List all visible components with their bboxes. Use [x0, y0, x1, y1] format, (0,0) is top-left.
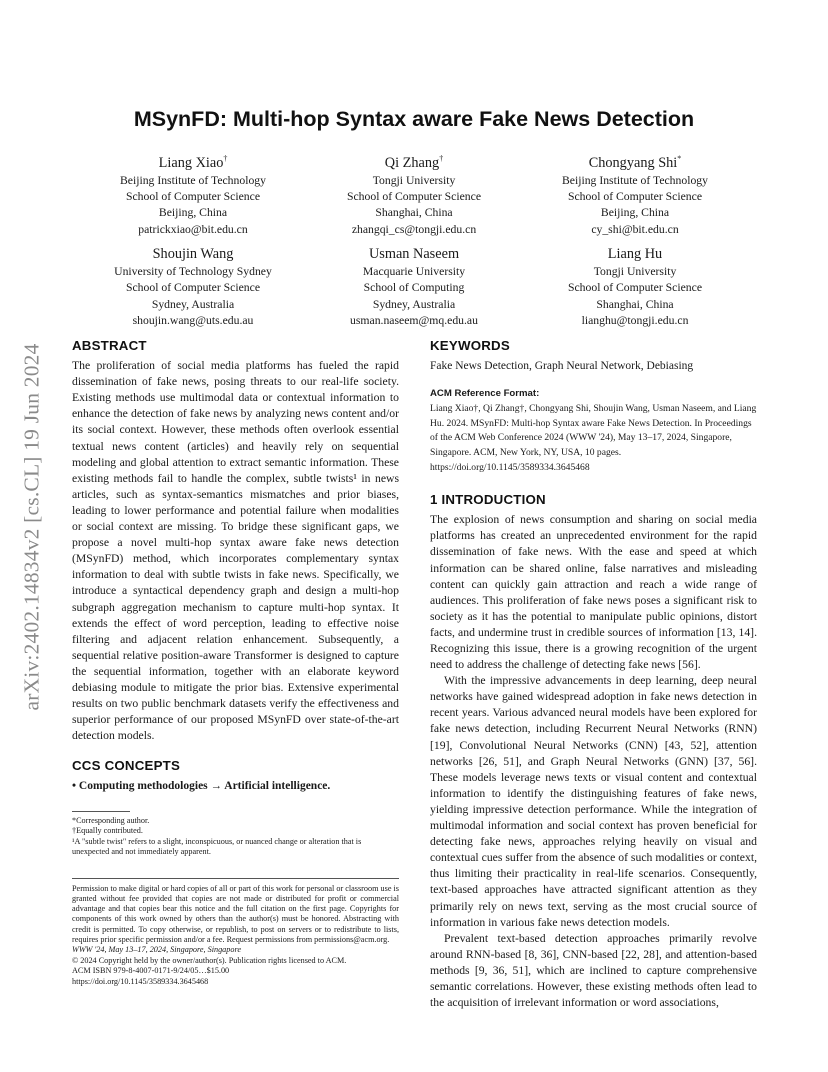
introduction-heading: 1 INTRODUCTION — [430, 492, 546, 508]
author-block-5 — [294, 244, 534, 329]
abstract-text: The proliferation of social media platforms has fueled the rapid dissemination of fake news, posing threats to our real-life society. Existing methods use multimodal data or contextual information to enhance the detection of fake news by analyzing news content and/or its social context. However, these methods often overlook essential textual news content (articles) and heavily rely on sequential modeling and global attention to extract semantic information. These existing methods fail to handle the complex, subtle twists¹ in news articles, such as syntax-semantics mismatches and prior biases, leading to lower performance and potential failure when modalities or social context are missing. To bridge these significant gaps, we propose a novel multi-hop syntax aware fake news detection (MSynFD) method, which incorporates complementary syntax information to deal with subtle twists in fake news. Specifically, we introduce a syntactical dependency graph and design a multi-hop subgraph aggregation mechanism to capture multi-hop syntax. It extends the effect of word perception, leading to effective noise filtering and adjacent relation enhancement. Subsequently, a sequential relative position-aware Transformer is designed to capture the sequential information, together with an elaborate keyword debiasing module to mitigate the prior bias. Extensive experimental results on two public benchmark datasets verify the effectiveness and superior performance of our proposed MSynFD over state-of-the-art detection models. — [72, 359, 399, 743]
author-block-4 — [73, 244, 313, 329]
right-column — [430, 338, 757, 1011]
intro-paragraph-2: With the impressive advancements in deep learning, deep neural networks have gained widespread adoption in fake news detection in recent years. Various advanced neural models have been explored for fake news detection, including Recurrent Neural Networks (RNN) [19], Convolutional Neural Networks (CNN) [43, 52], attention networks [26, 51], and Graph Neural Networks (GNN) [37, 56]. These models leverage news texts or visual content and contextual information to identify the distinguishing features of fake news, yielding impressive detection performance. While the integration of multimodal information and social context has proven beneficial for detecting fake news, approaches relying heavily on visual and contextual cues suffer from the absence of such modalities or context, thus limiting their practicality in real-life scenarios. Consequently, text-based approaches have attracted significant attention as they primarily rely on news text, serving as the most crucial source of information in various fake news detection models. — [430, 674, 757, 929]
permission-divider — [72, 878, 399, 879]
author-department: School of Computing — [363, 281, 465, 295]
intro-paragraph-1: The explosion of news consumption and sharing on social media platforms has created an unprecedented environment for the rapid dissemination of fake news. With the ease and speed at which information can be shared online, false narratives and misleading content can quickly gain attraction and reach a wide range of audiences. This proliferation of fake news poses a significant risk to society as it has the potential to manipulate public opinions, distort facts, and undermine trust in credible sources of information [13, 14]. Recognizing this issue, there is a growing recognition of the urgent need to address the challenge of detecting fake news [56]. — [430, 513, 757, 672]
author-name: Qi Zhang — [384, 154, 440, 171]
abstract-heading: ABSTRACT — [72, 338, 147, 353]
author-name: Chongyang Shi — [588, 154, 678, 171]
intro-paragraph-3: Prevalent text-based detection approaches primarily revolve around RNN-based [8, 36], CNN-based [22, 28], and attention-based methods [9, 36, 51], which are inclined to capture comprehensive semantic correlations. However, these existing methods often lead to the acquisition of irrelevant information or word associations, — [430, 931, 757, 1010]
left-column — [72, 338, 399, 987]
author-location: Sydney, Australia — [151, 297, 235, 311]
author-name: Liang Xiao — [158, 154, 224, 171]
author-email: usman.naseem@mq.edu.au — [350, 313, 478, 327]
footnote-equal: †Equally contributed. — [72, 826, 143, 836]
author-location: Beijing, China — [600, 206, 670, 220]
author-name: Liang Hu — [607, 246, 663, 262]
isbn-line: ACM ISBN 979-8-4007-0171-9/24/05…$15.00 — [72, 966, 230, 976]
keywords-text: Fake News Detection, Graph Neural Network, Debiasing — [430, 360, 694, 373]
author-location: Shanghai, China — [375, 206, 453, 220]
author-block-3 — [515, 149, 755, 238]
author-department: School of Computer Science — [125, 281, 261, 295]
author-department: School of Computer Science — [125, 190, 261, 204]
footnote-corresponding: *Corresponding author. — [72, 815, 150, 825]
author-department: School of Computer Science — [567, 281, 703, 295]
footnote-divider — [72, 811, 130, 812]
author-affiliation: Tongji University — [372, 173, 456, 187]
author-department: School of Computer Science — [346, 190, 482, 204]
author-mark: † — [223, 154, 228, 163]
ccs-heading: CCS CONCEPTS — [72, 758, 181, 774]
ccs-text: • Computing methodologies → Artificial intelligence. — [72, 780, 331, 793]
author-affiliation: Beijing Institute of Technology — [119, 173, 266, 187]
doi-link[interactable]: https://doi.org/10.1145/3589334.3645468 — [72, 976, 209, 986]
arxiv-id-text: arXiv:2402.14834v2 [cs.CL] 19 Jun 2024 — [19, 343, 44, 711]
author-department: School of Computer Science — [567, 190, 703, 204]
author-affiliation: Macquarie University — [362, 265, 466, 278]
conference-line: WWW '24, May 13–17, 2024, Singapore, Singapore — [72, 945, 241, 955]
author-location: Shanghai, China — [596, 297, 674, 311]
author-email: cy_shi@bit.edu.cn — [591, 222, 679, 236]
paper-title: MSynFD: Multi-hop Syntax aware Fake News Detection — [133, 107, 695, 131]
author-location: Sydney, Australia — [372, 297, 456, 311]
author-email: zhangqi_cs@tongji.edu.cn — [351, 222, 477, 236]
author-block-6 — [515, 244, 755, 329]
author-location: Beijing, China — [158, 206, 228, 220]
author-block-1 — [73, 149, 313, 238]
acm-reference-heading: ACM Reference Format: — [430, 388, 540, 400]
author-affiliation: University of Technology Sydney — [114, 265, 272, 278]
footnote-subtle-twist: ¹A "subtle twist" refers to a slight, inconspicuous, or nuanced change or alteration that is unexpected and not immediately apparent. — [72, 836, 362, 857]
author-affiliation: Beijing Institute of Technology — [561, 173, 708, 187]
author-email: patrickxiao@bit.edu.cn — [138, 222, 248, 236]
author-mark: * — [677, 154, 682, 163]
author-email: shoujin.wang@uts.edu.au — [132, 313, 254, 327]
copyright-line: © 2024 Copyright held by the owner/author(s). Publication rights licensed to ACM. — [72, 955, 347, 965]
permission-notice: Permission to make digital or hard copies of all or part of this work for personal or classroom use is granted without fee provided that copies are not made or distributed for profit or commercial advantage and that copies bear this notice and the full citation on the first page. Copyrights for components of this work owned by others than the author(s) must be honored. Abstracting with credit is permitted. To copy otherwise, or republish, to post on servers or to redistribute to lists, requires prior specific permission and/or a fee. Request permissions from permissions@acm.org. — [72, 883, 399, 945]
author-email: lianghu@tongji.edu.cn — [581, 313, 689, 327]
keywords-heading: KEYWORDS — [430, 338, 510, 353]
author-block-2 — [294, 149, 534, 238]
author-mark: † — [439, 154, 444, 163]
arxiv-side-stamp — [17, 292, 47, 762]
author-affiliation: Tongji University — [593, 265, 677, 278]
author-name: Shoujin Wang — [152, 246, 234, 262]
acm-reference-text: Liang Xiao†, Qi Zhang†, Chongyang Shi, Shoujin Wang, Usman Naseem, and Liang Hu. 2024. MSynFD: Multi-hop Syntax aware Fake News Detection. In Proceedings of the ACM Web Conference 2024 (WWW '24), May 13–17, 2024, Singapore, Singapore. ACM, New York, NY, USA, 10 pages. https://doi.org/10.1145/3589334.3645468 — [430, 403, 757, 473]
author-name: Usman Naseem — [368, 246, 460, 262]
